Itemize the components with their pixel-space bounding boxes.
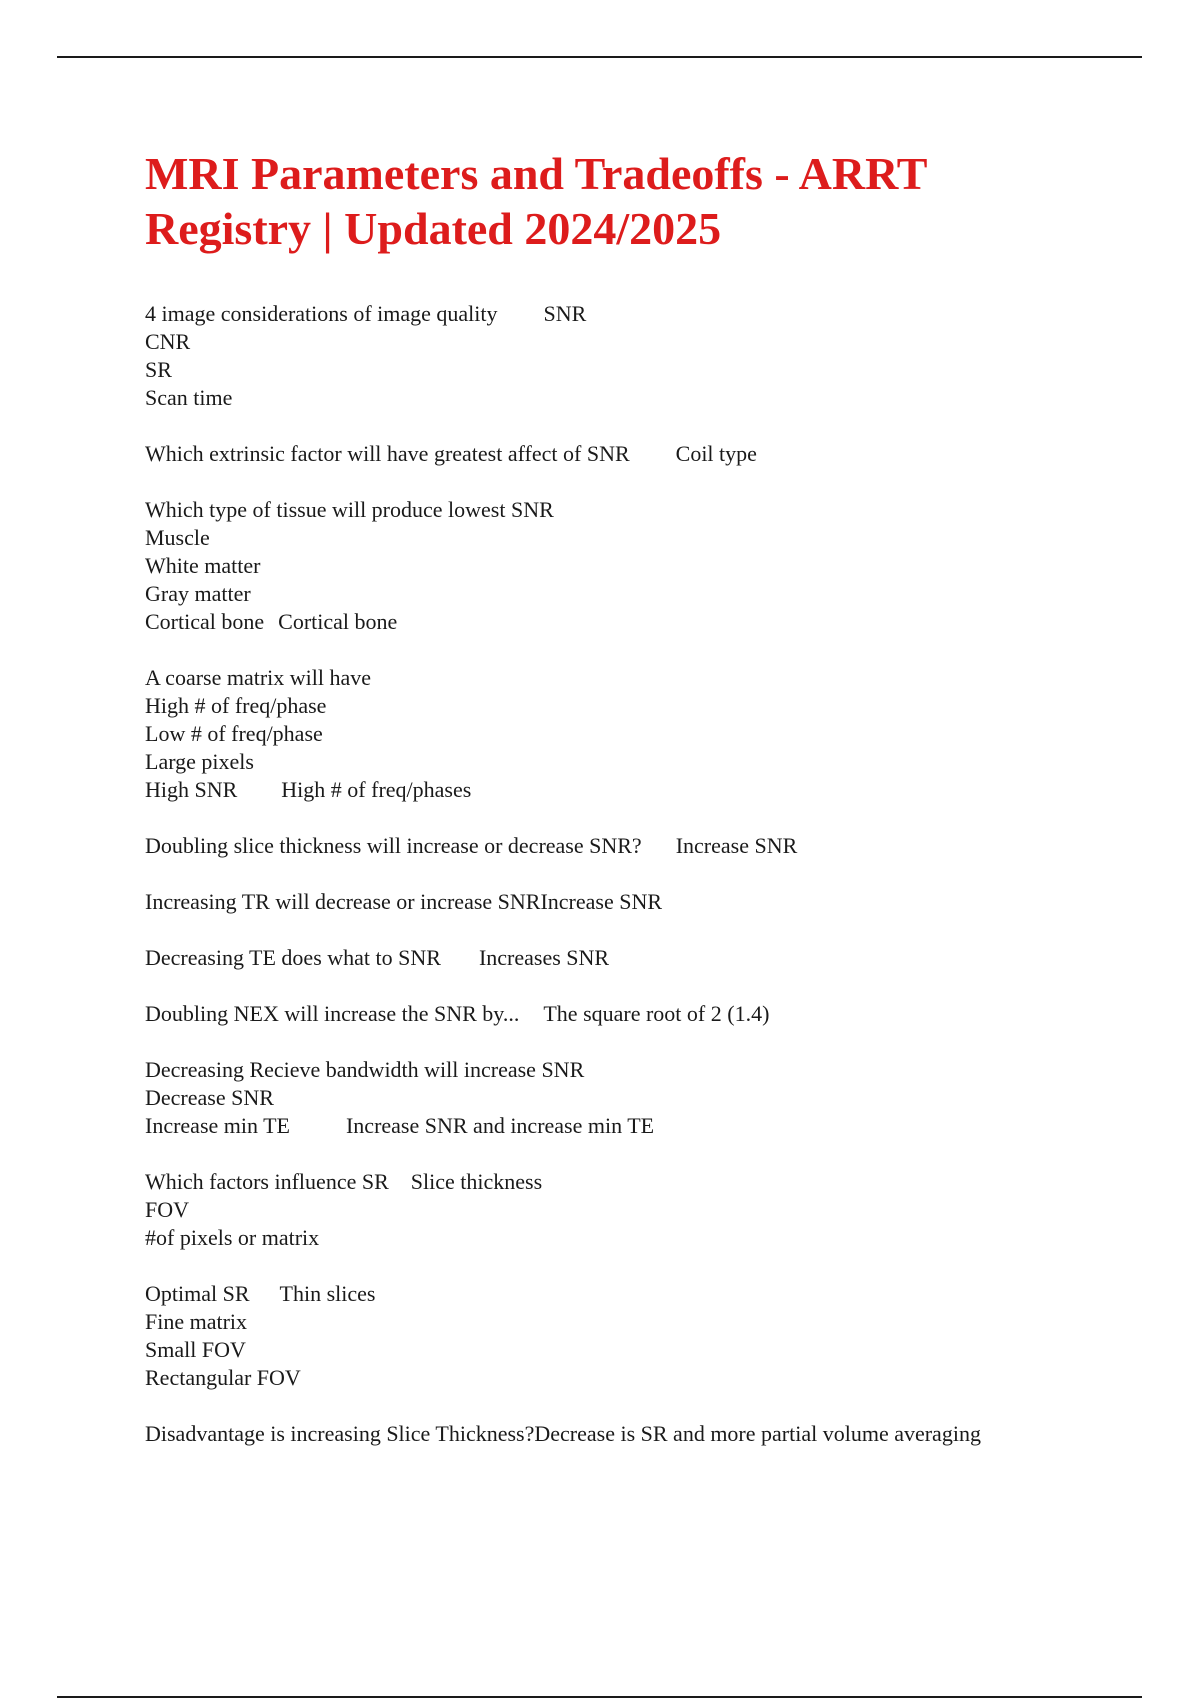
question-text: High # of freq/phase bbox=[145, 693, 327, 718]
qa-item bbox=[145, 496, 1125, 636]
qa-line bbox=[145, 608, 1125, 636]
answer-text: Increase SNR and increase min TE bbox=[345, 1113, 655, 1138]
qa-line bbox=[145, 496, 1125, 524]
answer-text: Increase SNR bbox=[540, 889, 663, 914]
question-text: White matter bbox=[145, 553, 261, 578]
qa-line bbox=[145, 1308, 1125, 1336]
qa-item bbox=[145, 1056, 1125, 1140]
qa-line bbox=[145, 1364, 1125, 1392]
question-text: Disadvantage is increasing Slice Thickness? bbox=[145, 1421, 535, 1446]
qa-line bbox=[145, 1112, 1125, 1140]
question-text: 4 image considerations of image quality bbox=[145, 301, 498, 326]
qa-item bbox=[145, 440, 1125, 468]
question-text: Doubling NEX will increase the SNR by... bbox=[145, 1001, 520, 1026]
title-line: MRI Parameters and Tradeoffs - ARRT bbox=[145, 148, 928, 199]
qa-line bbox=[145, 776, 1125, 804]
answer-text: Increase SNR bbox=[675, 833, 798, 858]
question-text: Cortical bone bbox=[145, 609, 265, 634]
qa-line bbox=[145, 1196, 1125, 1224]
answer-text: Coil type bbox=[675, 441, 757, 466]
question-text: Low # of freq/phase bbox=[145, 721, 323, 746]
qa-line bbox=[145, 944, 1125, 972]
qa-item bbox=[145, 944, 1125, 972]
question-text: Rectangular FOV bbox=[145, 1365, 301, 1390]
qa-item bbox=[145, 1168, 1125, 1252]
qa-line bbox=[145, 1224, 1125, 1252]
qa-item bbox=[145, 1000, 1125, 1028]
qa-line bbox=[145, 300, 1125, 328]
qa-item bbox=[145, 300, 1125, 412]
qa-line bbox=[145, 1168, 1125, 1196]
title-line: Registry | Updated 2024/2025 bbox=[145, 203, 722, 254]
question-text: Which factors influence SR bbox=[145, 1169, 389, 1194]
question-text: Fine matrix bbox=[145, 1309, 248, 1334]
qa-line bbox=[145, 1280, 1125, 1308]
answer-text: Decrease is SR and more partial volume averaging bbox=[534, 1421, 981, 1446]
qa-line bbox=[145, 748, 1125, 776]
answer-text: Cortical bone bbox=[278, 609, 398, 634]
question-text: FOV bbox=[145, 1197, 190, 1222]
question-text: Which type of tissue will produce lowest SNR bbox=[145, 497, 554, 522]
qa-line bbox=[145, 356, 1125, 384]
flashcard-list bbox=[145, 300, 1125, 1476]
qa-line bbox=[145, 384, 1125, 412]
qa-line bbox=[145, 664, 1125, 692]
qa-line bbox=[145, 440, 1125, 468]
question-text: Decreasing Recieve bandwidth will increase SNR bbox=[145, 1057, 585, 1082]
qa-line bbox=[145, 888, 1125, 916]
question-text: A coarse matrix will have bbox=[145, 665, 372, 690]
qa-item bbox=[145, 832, 1125, 860]
qa-line bbox=[145, 692, 1125, 720]
question-text: Increasing TR will decrease or increase SNR bbox=[145, 889, 541, 914]
question-text: Optimal SR bbox=[145, 1281, 250, 1306]
header-rule bbox=[57, 56, 1142, 58]
qa-line bbox=[145, 832, 1125, 860]
question-text: Decrease SNR bbox=[145, 1085, 274, 1110]
qa-item bbox=[145, 888, 1125, 916]
question-text: CNR bbox=[145, 329, 191, 354]
qa-line bbox=[145, 328, 1125, 356]
question-text: #of pixels or matrix bbox=[145, 1225, 320, 1250]
question-text: High SNR bbox=[145, 777, 238, 802]
qa-line bbox=[145, 1000, 1125, 1028]
question-text: Small FOV bbox=[145, 1337, 246, 1362]
question-text: Doubling slice thickness will increase or decrease SNR? bbox=[145, 833, 642, 858]
qa-item bbox=[145, 1280, 1125, 1392]
qa-item bbox=[145, 1420, 1125, 1448]
answer-text: High # of freq/phases bbox=[281, 777, 472, 802]
answer-text: Increases SNR bbox=[478, 945, 610, 970]
answer-text: Thin slices bbox=[279, 1281, 376, 1306]
question-text: SR bbox=[145, 357, 172, 382]
qa-line bbox=[145, 524, 1125, 552]
document-title bbox=[145, 146, 1105, 256]
answer-text: Slice thickness bbox=[410, 1169, 543, 1194]
question-text: Large pixels bbox=[145, 749, 254, 774]
footer-rule bbox=[57, 1696, 1142, 1698]
qa-line bbox=[145, 580, 1125, 608]
question-text: Scan time bbox=[145, 385, 233, 410]
qa-line bbox=[145, 1336, 1125, 1364]
qa-line bbox=[145, 720, 1125, 748]
qa-line bbox=[145, 1420, 1125, 1448]
question-text: Gray matter bbox=[145, 581, 251, 606]
qa-line bbox=[145, 1056, 1125, 1084]
question-text: Decreasing TE does what to SNR bbox=[145, 945, 441, 970]
question-text: Increase min TE bbox=[145, 1113, 290, 1138]
qa-item bbox=[145, 664, 1125, 804]
qa-line bbox=[145, 1084, 1125, 1112]
answer-text: SNR bbox=[543, 301, 587, 326]
question-text: Muscle bbox=[145, 525, 210, 550]
qa-line bbox=[145, 552, 1125, 580]
question-text: Which extrinsic factor will have greatest affect of SNR bbox=[145, 441, 630, 466]
answer-text: The square root of 2 (1.4) bbox=[543, 1001, 770, 1026]
